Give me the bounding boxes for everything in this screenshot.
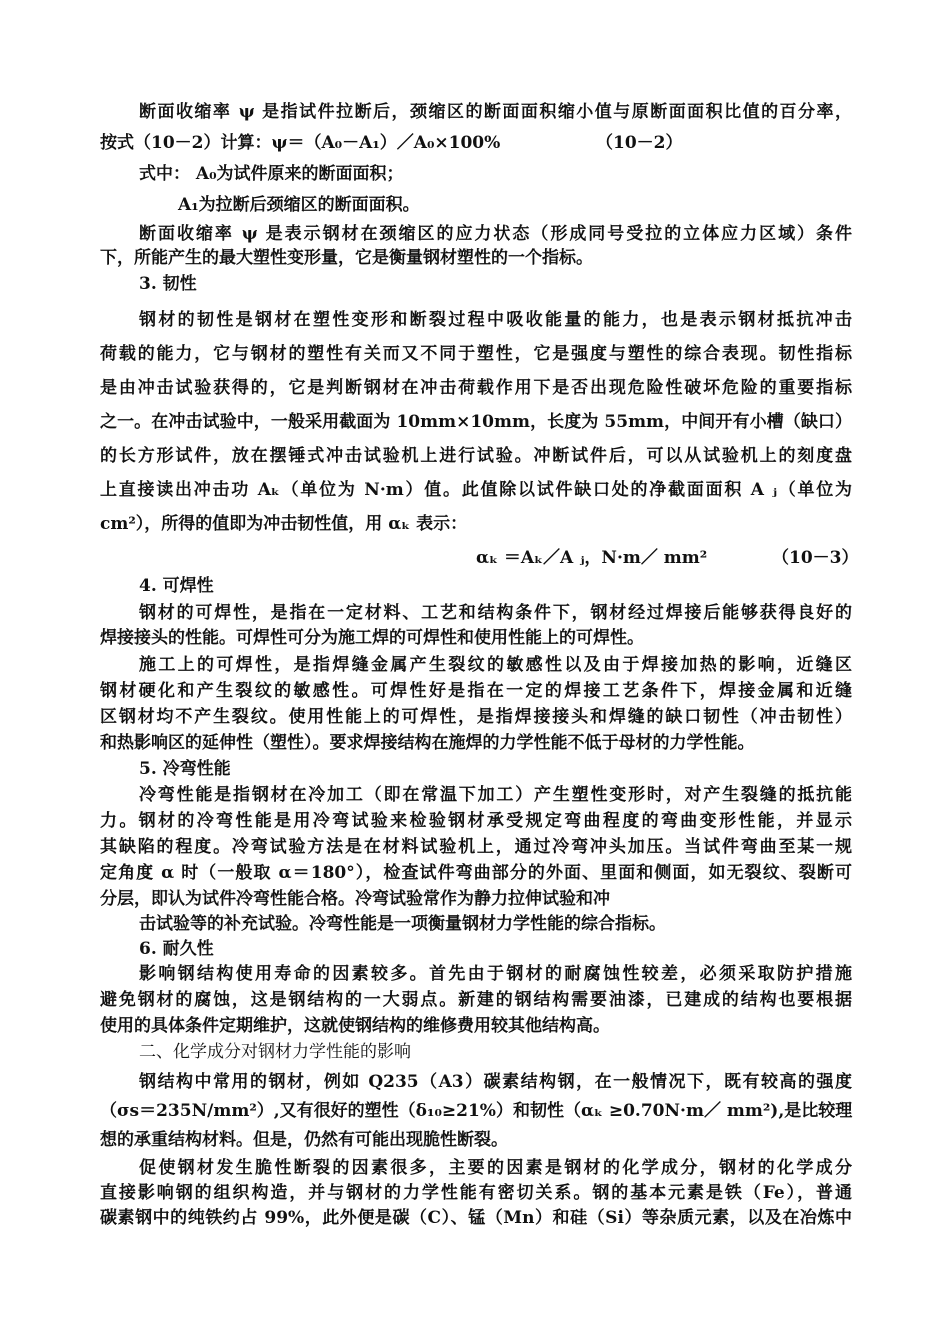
- paragraph-line: 使用的具体条件定期维护，这就使钢结构的维修费用较其他结构高。: [100, 1016, 610, 1036]
- paragraph-line: 定角度 α 时（一般取 α＝180°），检查试件弯曲部分的外面、里面和侧面，如无裂纹、裂断可: [100, 863, 852, 883]
- section-heading: 5. 冷弯性能: [139, 759, 231, 779]
- section-heading: 3. 韧性: [139, 274, 197, 294]
- equation-number: （10－2）: [596, 133, 683, 153]
- section-title: 二、化学成分对钢材力学性能的影响: [139, 1042, 411, 1062]
- paragraph-line: 促使钢材发生脆性断裂的因素很多，主要的因素是钢材的化学成分，钢材的化学成分: [139, 1158, 852, 1178]
- paragraph-line: 式中： A₀为试件原来的断面面积；: [139, 164, 404, 184]
- paragraph-line: 上直接读出冲击功 Aₖ（单位为 N·m）值。此值除以试件缺口处的净截面面积 A ⱼ（单位为: [100, 480, 852, 500]
- paragraph-line: 焊接接头的性能。可焊性可分为施工焊的可焊性和使用性能上的可焊性。: [100, 628, 644, 648]
- paragraph-line: 其缺陷的程度。冷弯试验方法是在材料试验机上，通过冷弯冲头加压。当试件弯曲至某一规: [100, 837, 852, 857]
- paragraph-line: 断面收缩率 ψ 是指试件拉断后，颈缩区的断面面积缩小值与原断面面积比值的百分率，: [139, 102, 852, 122]
- paragraph-line: 钢材硬化和产生裂纹的敏感性。可焊性好是指在一定的焊接工艺条件下，焊接金属和近缝: [100, 681, 852, 701]
- paragraph-line: 和热影响区的延伸性（塑性）。要求焊接结构在施焊的力学性能不低于母材的力学性能。: [100, 733, 755, 753]
- paragraph-line: 钢结构中常用的钢材，例如 Q235（A3）碳素结构钢，在一般情况下，既有较高的强度: [139, 1072, 852, 1092]
- paragraph-line: 按式（10－2）计算：ψ＝（A₀－A₁）／A₀×100%: [100, 133, 501, 153]
- paragraph-line: cm²），所得的值即为冲击韧性值，用 αₖ 表示：: [100, 514, 468, 534]
- paragraph-line: 想的承重结构材料。但是，仍然有可能出现脆性断裂。: [100, 1130, 508, 1150]
- equation: αₖ ＝Aₖ／A ⱼ，N·m／ mm²: [476, 548, 708, 568]
- paragraph-line: 之一。在冲击试验中，一般采用截面为 10mm×10mm，长度为 55mm，中间开有小槽（缺口）: [100, 412, 852, 432]
- paragraph-line: 钢材的可焊性，是指在一定材料、工艺和结构条件下，钢材经过焊接后能够获得良好的: [139, 603, 852, 623]
- paragraph-line: A₁为拉断后颈缩区的断面面积。: [178, 195, 420, 215]
- paragraph-line: 避免钢材的腐蚀，这是钢结构的一大弱点。新建的钢结构需要油漆，已建成的结构也要根据: [100, 990, 852, 1010]
- paragraph-line: 影响钢结构使用寿命的因素较多。首先由于钢材的耐腐蚀性较差，必须采取防护措施: [139, 964, 852, 984]
- paragraph-line: 是由冲击试验获得的，它是判断钢材在冲击荷载作用下是否出现危险性破坏危险的重要指标: [100, 378, 852, 398]
- paragraph-line: 钢材的韧性是钢材在塑性变形和断裂过程中吸收能量的能力，也是表示钢材抵抗冲击: [139, 310, 852, 330]
- paragraph-line: （σs＝235N/mm²）,又有很好的塑性（δ₁₀≥21%）和韧性（αₖ ≥0.70N·m／ mm²),是比较理: [100, 1101, 853, 1121]
- section-heading: 4. 可焊性: [139, 576, 214, 596]
- section-heading: 6. 耐久性: [139, 939, 214, 959]
- paragraph-line: 击试验等的补充试验。冷弯性能是一项衡量钢材力学性能的综合指标。: [139, 914, 666, 934]
- paragraph-line: 直接影响钢的组织构造，并与钢材的力学性能有密切关系。钢的基本元素是铁（Fe），普通: [100, 1183, 852, 1203]
- paragraph-line: 施工上的可焊性，是指焊缝金属产生裂纹的敏感性以及由于焊接加热的影响，近缝区: [139, 655, 852, 675]
- paragraph-line: 分层，即认为试件冷弯性能合格。冷弯试验常作为静力拉伸试验和冲: [100, 889, 610, 909]
- paragraph-line: 的长方形试件，放在摆锤式冲击试验机上进行试验。冲断试件后，可以从试验机上的刻度盘: [100, 446, 852, 466]
- paragraph-line: 区钢材均不产生裂纹。使用性能上的可焊性，是指焊接接头和焊缝的缺口韧性（冲击韧性）: [100, 707, 852, 727]
- equation-number: （10－3）: [772, 548, 859, 568]
- paragraph-line: 断面收缩率 ψ 是表示钢材在颈缩区的应力状态（形成同号受拉的立体应力区域）条件: [139, 224, 852, 244]
- paragraph-line: 力。钢材的冷弯性能是用冷弯试验来检验钢材承受规定弯曲程度的弯曲变形性能，并显示: [100, 811, 852, 831]
- paragraph-line: 荷载的能力，它与钢材的塑性有关而又不同于塑性，它是强度与塑性的综合表现。韧性指标: [100, 344, 852, 364]
- paragraph-line: 冷弯性能是指钢材在冷加工（即在常温下加工）产生塑性变形时，对产生裂缝的抵抗能: [139, 785, 852, 805]
- paragraph-line: 下，所能产生的最大塑性变形量，它是衡量钢材塑性的一个指标。: [100, 248, 593, 268]
- paragraph-line: 碳素钢中的纯铁约占 99%，此外便是碳（C）、锰（Mn）和硅（Si）等杂质元素，以及在冶炼中: [100, 1208, 852, 1228]
